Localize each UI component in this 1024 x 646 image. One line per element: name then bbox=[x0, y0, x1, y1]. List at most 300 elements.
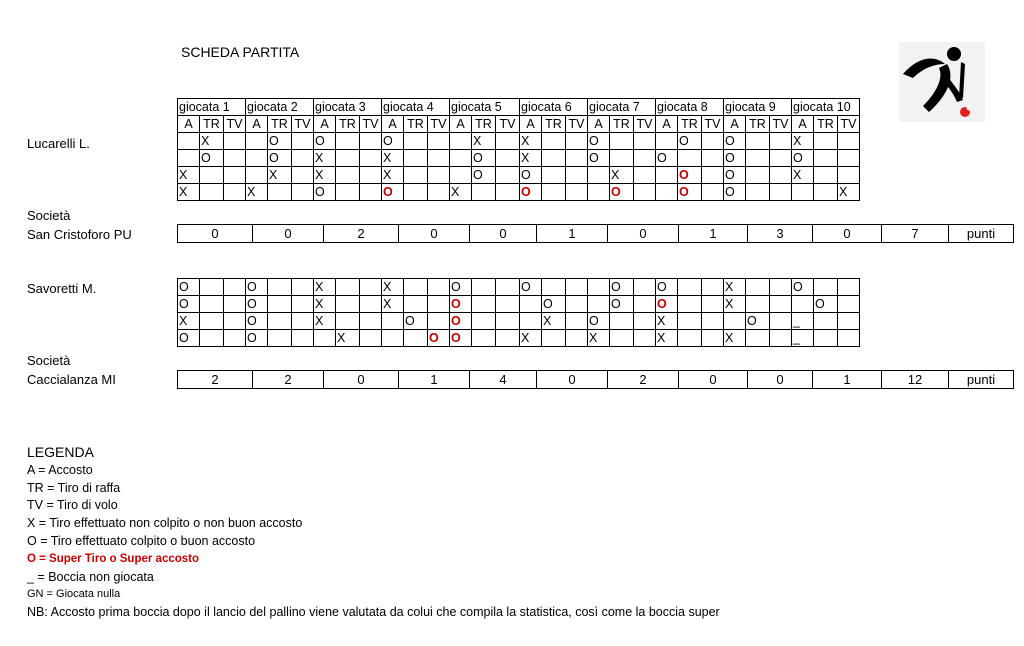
shot-type-header: TV bbox=[566, 116, 588, 133]
shot-cell bbox=[360, 167, 382, 184]
society-label: Società bbox=[27, 208, 71, 223]
shot-cell: O bbox=[450, 330, 472, 347]
shot-type-header: A bbox=[792, 116, 814, 133]
score-unit: punti bbox=[949, 225, 1014, 243]
legend-item: O = Tiro effettuato colpito o buon accosto bbox=[27, 533, 256, 548]
shot-cell bbox=[360, 330, 382, 347]
table-row bbox=[178, 313, 860, 330]
shot-cell bbox=[292, 330, 314, 347]
shot-cell: O bbox=[746, 313, 770, 330]
shot-type-header: TR bbox=[678, 116, 702, 133]
shot-cell: X bbox=[838, 184, 860, 201]
shot-cell: X bbox=[520, 150, 542, 167]
shot-cell bbox=[588, 296, 610, 313]
shot-cell: X bbox=[336, 330, 360, 347]
shot-cell bbox=[634, 184, 656, 201]
shot-cell bbox=[770, 184, 792, 201]
shot-type-header: TR bbox=[610, 116, 634, 133]
round-header: giocata 2 bbox=[246, 99, 314, 116]
table-row bbox=[178, 150, 860, 167]
total-score: 7 bbox=[882, 225, 949, 243]
round-header: giocata 1 bbox=[178, 99, 246, 116]
shot-cell bbox=[336, 296, 360, 313]
shot-cell bbox=[566, 330, 588, 347]
shot-cell bbox=[838, 279, 860, 296]
shot-cell bbox=[542, 330, 566, 347]
shot-cell bbox=[428, 133, 450, 150]
shot-cell: O bbox=[246, 296, 268, 313]
shot-cell bbox=[200, 296, 224, 313]
shot-cell: O bbox=[382, 184, 404, 201]
shot-cell bbox=[724, 313, 746, 330]
legend-note: NB: Accosto prima boccia dopo il lancio del pallino viene valutata da colui che compila la statistica, così come la boccia super bbox=[27, 605, 720, 620]
shot-cell bbox=[814, 167, 838, 184]
shot-cell bbox=[496, 330, 520, 347]
round-score: 1 bbox=[537, 225, 608, 243]
shot-cell bbox=[838, 330, 860, 347]
round-header: giocata 10 bbox=[792, 99, 860, 116]
shot-cell bbox=[656, 133, 678, 150]
shot-cell: X bbox=[314, 313, 336, 330]
shot-cell bbox=[678, 150, 702, 167]
shot-cell: X bbox=[382, 296, 404, 313]
shot-cell bbox=[588, 279, 610, 296]
shot-cell bbox=[770, 167, 792, 184]
shot-cell bbox=[770, 133, 792, 150]
shot-cell bbox=[472, 296, 496, 313]
shot-cell bbox=[428, 184, 450, 201]
shot-cell bbox=[566, 279, 588, 296]
shot-type-header: TV bbox=[634, 116, 656, 133]
shot-cell bbox=[292, 296, 314, 313]
shot-cell bbox=[450, 150, 472, 167]
shot-cell: O bbox=[404, 313, 428, 330]
shot-cell: O bbox=[814, 296, 838, 313]
shot-cell bbox=[542, 150, 566, 167]
page-title: SCHEDA PARTITA bbox=[181, 44, 300, 60]
shot-cell bbox=[450, 167, 472, 184]
shot-cell bbox=[520, 296, 542, 313]
shot-cell: O bbox=[246, 279, 268, 296]
shot-cell: X bbox=[200, 133, 224, 150]
shot-cell bbox=[678, 313, 702, 330]
round-score: 2 bbox=[324, 225, 399, 243]
shot-cell bbox=[814, 150, 838, 167]
shot-cell bbox=[770, 330, 792, 347]
shot-cell: X bbox=[588, 330, 610, 347]
shot-cell: O bbox=[520, 184, 542, 201]
shot-cell bbox=[336, 313, 360, 330]
shot-cell: X bbox=[656, 330, 678, 347]
shot-cell bbox=[496, 296, 520, 313]
shot-cell: X bbox=[724, 330, 746, 347]
shot-cell bbox=[814, 330, 838, 347]
society-name: Caccialanza MI bbox=[27, 372, 116, 387]
shot-cell bbox=[360, 184, 382, 201]
shot-cell: O bbox=[588, 150, 610, 167]
shot-cell: X bbox=[314, 296, 336, 313]
shot-type-header: TR bbox=[814, 116, 838, 133]
round-score: 0 bbox=[178, 225, 253, 243]
shot-cell: X bbox=[246, 184, 268, 201]
shot-cell: O bbox=[382, 133, 404, 150]
table-row bbox=[178, 296, 860, 313]
shot-cell bbox=[268, 296, 292, 313]
round-score: 0 bbox=[253, 225, 324, 243]
shot-cell bbox=[838, 150, 860, 167]
shot-cell bbox=[336, 279, 360, 296]
shot-type-header: A bbox=[656, 116, 678, 133]
shot-cell bbox=[450, 133, 472, 150]
shot-cell bbox=[382, 313, 404, 330]
shot-cell bbox=[702, 150, 724, 167]
shot-cell: O bbox=[246, 313, 268, 330]
shot-cell bbox=[542, 133, 566, 150]
shot-cell bbox=[702, 133, 724, 150]
round-score: 0 bbox=[399, 225, 470, 243]
shot-cell bbox=[634, 313, 656, 330]
shot-cell bbox=[542, 279, 566, 296]
shot-cell: X bbox=[314, 167, 336, 184]
shot-cell: O bbox=[792, 279, 814, 296]
shot-cell bbox=[382, 330, 404, 347]
shot-cell bbox=[336, 184, 360, 201]
shot-cell: O bbox=[450, 279, 472, 296]
shot-cell: X bbox=[724, 296, 746, 313]
shot-cell bbox=[496, 150, 520, 167]
round-header: giocata 3 bbox=[314, 99, 382, 116]
shot-cell bbox=[404, 330, 428, 347]
shot-cell: O bbox=[472, 150, 496, 167]
society-name: San Cristoforo PU bbox=[27, 227, 132, 242]
shot-cell bbox=[634, 330, 656, 347]
shot-cell bbox=[496, 279, 520, 296]
shot-cell bbox=[336, 150, 360, 167]
shot-cell bbox=[542, 184, 566, 201]
shot-cell bbox=[770, 279, 792, 296]
shot-cell bbox=[404, 184, 428, 201]
shot-cell bbox=[814, 133, 838, 150]
shot-cell: O bbox=[314, 184, 336, 201]
shot-cell bbox=[678, 296, 702, 313]
shot-cell: O bbox=[724, 167, 746, 184]
shot-cell: X bbox=[382, 167, 404, 184]
shot-cell: O bbox=[268, 150, 292, 167]
shot-cell bbox=[224, 296, 246, 313]
shot-cell bbox=[404, 279, 428, 296]
shot-cell bbox=[770, 150, 792, 167]
shot-cell bbox=[634, 133, 656, 150]
shot-cell: X bbox=[610, 167, 634, 184]
shot-type-header: A bbox=[588, 116, 610, 133]
legend-item: TR = Tiro di raffa bbox=[27, 480, 121, 495]
shot-cell: O bbox=[678, 167, 702, 184]
player-name: Savoretti M. bbox=[27, 281, 97, 296]
legend-item: _ = Boccia non giocata bbox=[27, 569, 154, 584]
shot-cell bbox=[634, 279, 656, 296]
shot-cell: X bbox=[314, 150, 336, 167]
shot-cell: X bbox=[450, 184, 472, 201]
shot-cell: O bbox=[200, 150, 224, 167]
shot-cell bbox=[292, 167, 314, 184]
shot-cell bbox=[292, 279, 314, 296]
shot-cell bbox=[246, 150, 268, 167]
shot-cell bbox=[292, 184, 314, 201]
round-header: giocata 6 bbox=[520, 99, 588, 116]
shot-cell: X bbox=[178, 184, 200, 201]
round-score: 3 bbox=[748, 225, 813, 243]
shot-cell bbox=[428, 167, 450, 184]
shot-cell: O bbox=[656, 296, 678, 313]
shot-cell: X bbox=[314, 279, 336, 296]
shot-cell bbox=[520, 313, 542, 330]
shot-cell bbox=[360, 150, 382, 167]
round-score: 0 bbox=[679, 371, 748, 389]
shot-cell bbox=[472, 279, 496, 296]
shot-cell bbox=[428, 279, 450, 296]
shot-cell: X bbox=[656, 313, 678, 330]
shot-cell bbox=[224, 150, 246, 167]
shot-cell bbox=[224, 184, 246, 201]
shot-cell: O bbox=[520, 167, 542, 184]
score-unit: punti bbox=[949, 371, 1014, 389]
shot-cell: O bbox=[520, 279, 542, 296]
round-score: 2 bbox=[253, 371, 324, 389]
round-score: 0 bbox=[470, 225, 537, 243]
shot-cell: X bbox=[792, 167, 814, 184]
shot-cell: O bbox=[246, 330, 268, 347]
shot-cell bbox=[404, 133, 428, 150]
shot-cell bbox=[224, 133, 246, 150]
shot-cell bbox=[588, 184, 610, 201]
shot-type-header: A bbox=[724, 116, 746, 133]
shot-cell: O bbox=[678, 133, 702, 150]
legend-title: LEGENDA bbox=[27, 444, 94, 460]
shot-cell: _ bbox=[792, 330, 814, 347]
shot-cell bbox=[634, 150, 656, 167]
score-sheet-grid bbox=[177, 98, 860, 201]
player-name: Lucarelli L. bbox=[27, 136, 90, 151]
shot-cell bbox=[746, 133, 770, 150]
shot-cell bbox=[838, 167, 860, 184]
legend-item-gn: GN = Giocata nulla bbox=[27, 588, 121, 601]
shot-cell: X bbox=[724, 279, 746, 296]
shot-type-header: TR bbox=[404, 116, 428, 133]
shot-type-header: TR bbox=[336, 116, 360, 133]
shot-cell bbox=[404, 150, 428, 167]
shot-cell bbox=[314, 330, 336, 347]
shot-cell bbox=[200, 279, 224, 296]
shot-type-header: TV bbox=[360, 116, 382, 133]
shot-cell bbox=[814, 184, 838, 201]
shot-cell bbox=[610, 150, 634, 167]
shot-cell bbox=[838, 313, 860, 330]
shot-cell bbox=[792, 296, 814, 313]
shot-type-header: A bbox=[450, 116, 472, 133]
shot-cell bbox=[566, 313, 588, 330]
shot-cell bbox=[814, 279, 838, 296]
shot-type-header: TV bbox=[224, 116, 246, 133]
round-score: 0 bbox=[813, 225, 882, 243]
round-score: 1 bbox=[813, 371, 882, 389]
shot-cell bbox=[178, 133, 200, 150]
shot-cell bbox=[224, 330, 246, 347]
shot-cell bbox=[656, 184, 678, 201]
shot-cell: O bbox=[610, 279, 634, 296]
shot-cell bbox=[268, 279, 292, 296]
shot-cell bbox=[200, 313, 224, 330]
table-row bbox=[178, 133, 860, 150]
table-row bbox=[178, 279, 860, 296]
shot-cell bbox=[496, 313, 520, 330]
round-score: 1 bbox=[399, 371, 470, 389]
round-score: 0 bbox=[324, 371, 399, 389]
shot-cell bbox=[404, 167, 428, 184]
shot-cell: O bbox=[178, 279, 200, 296]
shot-cell bbox=[428, 150, 450, 167]
shot-cell bbox=[678, 279, 702, 296]
shot-cell bbox=[702, 296, 724, 313]
shot-cell bbox=[292, 133, 314, 150]
round-score: 4 bbox=[470, 371, 537, 389]
shot-cell bbox=[770, 296, 792, 313]
shot-cell bbox=[336, 167, 360, 184]
round-header: giocata 7 bbox=[588, 99, 656, 116]
shot-cell bbox=[792, 184, 814, 201]
shot-cell bbox=[746, 167, 770, 184]
shot-cell: O bbox=[792, 150, 814, 167]
shot-cell bbox=[360, 296, 382, 313]
shot-cell bbox=[678, 330, 702, 347]
shot-type-header: TV bbox=[702, 116, 724, 133]
round-score: 1 bbox=[679, 225, 748, 243]
shot-cell: X bbox=[382, 279, 404, 296]
society-label: Società bbox=[27, 353, 71, 368]
shot-cell bbox=[360, 279, 382, 296]
shot-cell: O bbox=[678, 184, 702, 201]
shot-cell bbox=[472, 184, 496, 201]
shot-cell: O bbox=[588, 133, 610, 150]
shot-cell bbox=[200, 184, 224, 201]
shot-cell bbox=[246, 133, 268, 150]
shot-cell bbox=[268, 184, 292, 201]
legend-item: TV = Tiro di volo bbox=[27, 498, 118, 513]
shot-cell: X bbox=[792, 133, 814, 150]
shot-cell bbox=[336, 133, 360, 150]
shot-cell bbox=[770, 313, 792, 330]
shot-cell bbox=[702, 313, 724, 330]
shot-cell: O bbox=[178, 296, 200, 313]
bocce-player-icon bbox=[899, 42, 985, 122]
shot-cell: X bbox=[178, 313, 200, 330]
shot-cell: O bbox=[450, 313, 472, 330]
shot-cell bbox=[656, 167, 678, 184]
shot-cell bbox=[472, 313, 496, 330]
shot-cell bbox=[428, 296, 450, 313]
table-row bbox=[178, 184, 860, 201]
shot-cell: X bbox=[542, 313, 566, 330]
score-row bbox=[177, 224, 1014, 243]
shot-cell bbox=[404, 296, 428, 313]
round-header: giocata 8 bbox=[656, 99, 724, 116]
shot-cell: X bbox=[178, 167, 200, 184]
shot-type-header: A bbox=[520, 116, 542, 133]
shot-cell bbox=[702, 330, 724, 347]
shot-type-header: TV bbox=[770, 116, 792, 133]
shot-cell: _ bbox=[792, 313, 814, 330]
shot-cell bbox=[246, 167, 268, 184]
shot-cell bbox=[496, 167, 520, 184]
shot-cell bbox=[496, 133, 520, 150]
shot-cell bbox=[702, 167, 724, 184]
shot-cell: O bbox=[610, 296, 634, 313]
shot-cell bbox=[178, 150, 200, 167]
round-score: 0 bbox=[608, 225, 679, 243]
shot-cell bbox=[838, 296, 860, 313]
legend-item: A = Accosto bbox=[27, 462, 93, 477]
shot-cell bbox=[566, 167, 588, 184]
shot-cell: O bbox=[428, 330, 450, 347]
shot-cell bbox=[746, 296, 770, 313]
shot-cell bbox=[634, 296, 656, 313]
shot-cell bbox=[428, 313, 450, 330]
shot-type-header: TV bbox=[838, 116, 860, 133]
round-score: 2 bbox=[178, 371, 253, 389]
table-row bbox=[178, 167, 860, 184]
shot-cell: O bbox=[450, 296, 472, 313]
shot-type-header: TV bbox=[496, 116, 520, 133]
shot-cell: O bbox=[656, 279, 678, 296]
shot-cell bbox=[746, 184, 770, 201]
shot-cell: O bbox=[178, 330, 200, 347]
round-header: giocata 5 bbox=[450, 99, 520, 116]
shot-cell: O bbox=[724, 184, 746, 201]
shot-cell bbox=[542, 167, 566, 184]
shot-cell bbox=[838, 133, 860, 150]
shot-cell: O bbox=[472, 167, 496, 184]
shot-cell bbox=[224, 313, 246, 330]
shot-cell bbox=[224, 279, 246, 296]
shot-cell bbox=[702, 279, 724, 296]
shot-cell: O bbox=[542, 296, 566, 313]
shot-cell bbox=[360, 313, 382, 330]
shot-type-header: A bbox=[314, 116, 336, 133]
shot-type-header: TR bbox=[200, 116, 224, 133]
legend-item-super: O = Super Tiro o Super accosto bbox=[27, 552, 200, 565]
shot-cell bbox=[814, 313, 838, 330]
shot-cell bbox=[610, 330, 634, 347]
shot-cell bbox=[472, 330, 496, 347]
round-score: 0 bbox=[748, 371, 813, 389]
shot-type-header: TR bbox=[472, 116, 496, 133]
shot-cell: O bbox=[268, 133, 292, 150]
round-header: giocata 4 bbox=[382, 99, 450, 116]
shot-cell bbox=[292, 150, 314, 167]
shot-cell: X bbox=[472, 133, 496, 150]
shot-type-header: TR bbox=[268, 116, 292, 133]
shot-cell bbox=[588, 167, 610, 184]
shot-cell: O bbox=[724, 133, 746, 150]
shot-cell bbox=[610, 133, 634, 150]
shot-cell bbox=[746, 150, 770, 167]
shot-cell: O bbox=[314, 133, 336, 150]
score-sheet-grid bbox=[177, 278, 860, 347]
shot-cell bbox=[566, 296, 588, 313]
shot-type-header: A bbox=[246, 116, 268, 133]
shot-cell: O bbox=[724, 150, 746, 167]
shot-cell bbox=[566, 133, 588, 150]
shot-type-header: TR bbox=[542, 116, 566, 133]
